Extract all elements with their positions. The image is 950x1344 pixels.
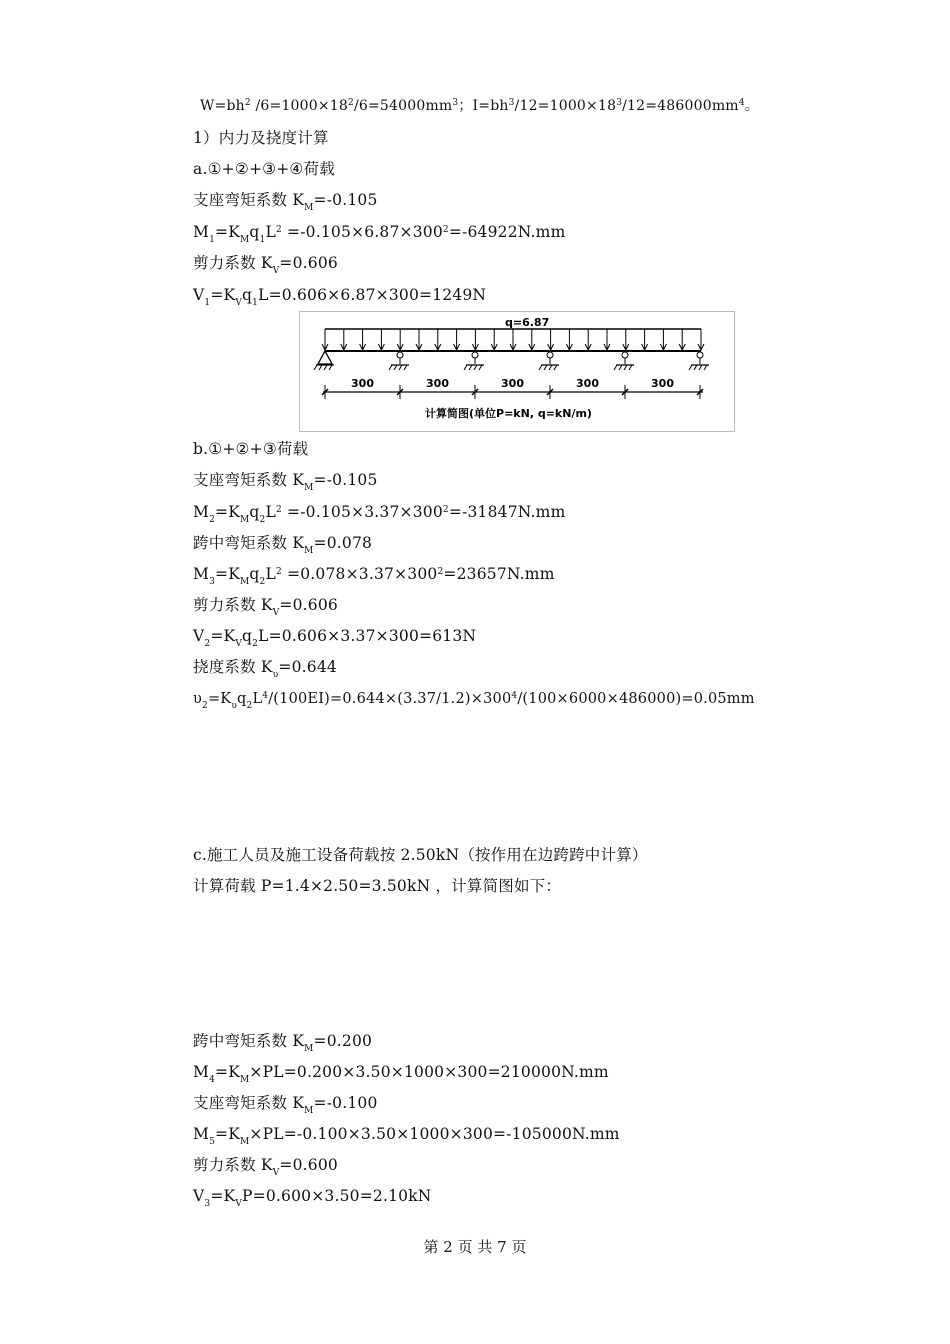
moment-m3: $M_3=K_Mq_2L^2 =0.078\times 3.37\times 300^2=23657N.mm$ — [193, 565, 555, 587]
heading-internal-force: 1）内力及挠度计算 — [193, 129, 329, 147]
shear-coef-c: 剪力系数 $K_V=0.600$ — [193, 1156, 338, 1178]
deflection-v2: $\upsilon_2=K_\upsilon q_2L^4/(100EI)=0.644\times(3.37/1.2)\times 300^4/(100\times 6000\times 486000)=0.05mm$ — [193, 691, 755, 711]
design-load-p: 计算荷载 P=1.4×2.50=3.50kN ，计算简图如下： — [193, 877, 562, 895]
shear-v1: $V_1=K_Vq_1L=0.606\times 6.87\times 300=1249N$ — [193, 286, 487, 308]
moment-m2: $M_2=K_Mq_2L^2 =-0.105\times 3.37\times 300^2=-31847N.mm$ — [193, 503, 566, 525]
span-label: 300 — [651, 377, 674, 390]
span-label: 300 — [426, 377, 449, 390]
shear-coef-a: 剪力系数 $K_V=0.606$ — [193, 254, 338, 276]
span-label: 300 — [576, 377, 599, 390]
span-moment-coef-b: 跨中弯矩系数 $K_M=0.078$ — [193, 534, 373, 556]
moment-m1: $M_1=K_Mq_1L^2 =-0.105\times 6.87\times 300^2=-64922N.mm$ — [193, 223, 566, 245]
support-moment-coef-c: 支座弯矩系数 $K_M=-0.100$ — [193, 1094, 378, 1116]
calc-diagram-figure — [299, 311, 735, 432]
moment-m5: $M_5=K_M\times PL=-0.100\times 3.50\times 1000\times 300=-105000N.mm$ — [193, 1125, 620, 1147]
load-label: q=6.87 — [505, 316, 550, 329]
moment-m4: $M_4=K_M\times PL=0.200\times 3.50\times 1000\times 300=210000N.mm$ — [193, 1063, 609, 1085]
span-label: 300 — [351, 377, 374, 390]
shear-v2: $V_2=K_Vq_2L=0.606\times 3.37\times 300=613N$ — [193, 627, 477, 649]
page-footer: 第 2 页 共 7 页 — [423, 1238, 527, 1256]
span-label: 300 — [501, 377, 524, 390]
load-case-c: c.施工人员及施工设备荷载按 2.50kN（按作用在边跨跨中计算） — [193, 846, 648, 864]
support-moment-coef-a: 支座弯矩系数 $K_M=-0.105$ — [193, 191, 378, 213]
load-case-b: b.①+②+③荷载 — [193, 440, 309, 458]
section-modulus-line: $W=bh^2$ $/6=1000\times 18^2/6=54000mm^3$；$I=bh^3/12=1000\times 18^3/12=486000mm^4$。 — [200, 98, 759, 114]
load-case-a: a.①+②+③+④荷载 — [193, 160, 335, 178]
deflection-coef-b: 挠度系数 $K_\upsilon=0.644$ — [193, 658, 337, 680]
support-moment-coef-b: 支座弯矩系数 $K_M=-0.105$ — [193, 471, 378, 493]
shear-coef-b: 剪力系数 $K_V=0.606$ — [193, 596, 338, 618]
span-moment-coef-c: 跨中弯矩系数 $K_M=0.200$ — [193, 1032, 373, 1054]
diagram-caption: 计算简图(单位P=kN, q=kN/m) — [425, 407, 592, 420]
shear-v3: $V_3=K_VP=0.600\times 3.50=2.10kN$ — [193, 1187, 432, 1209]
